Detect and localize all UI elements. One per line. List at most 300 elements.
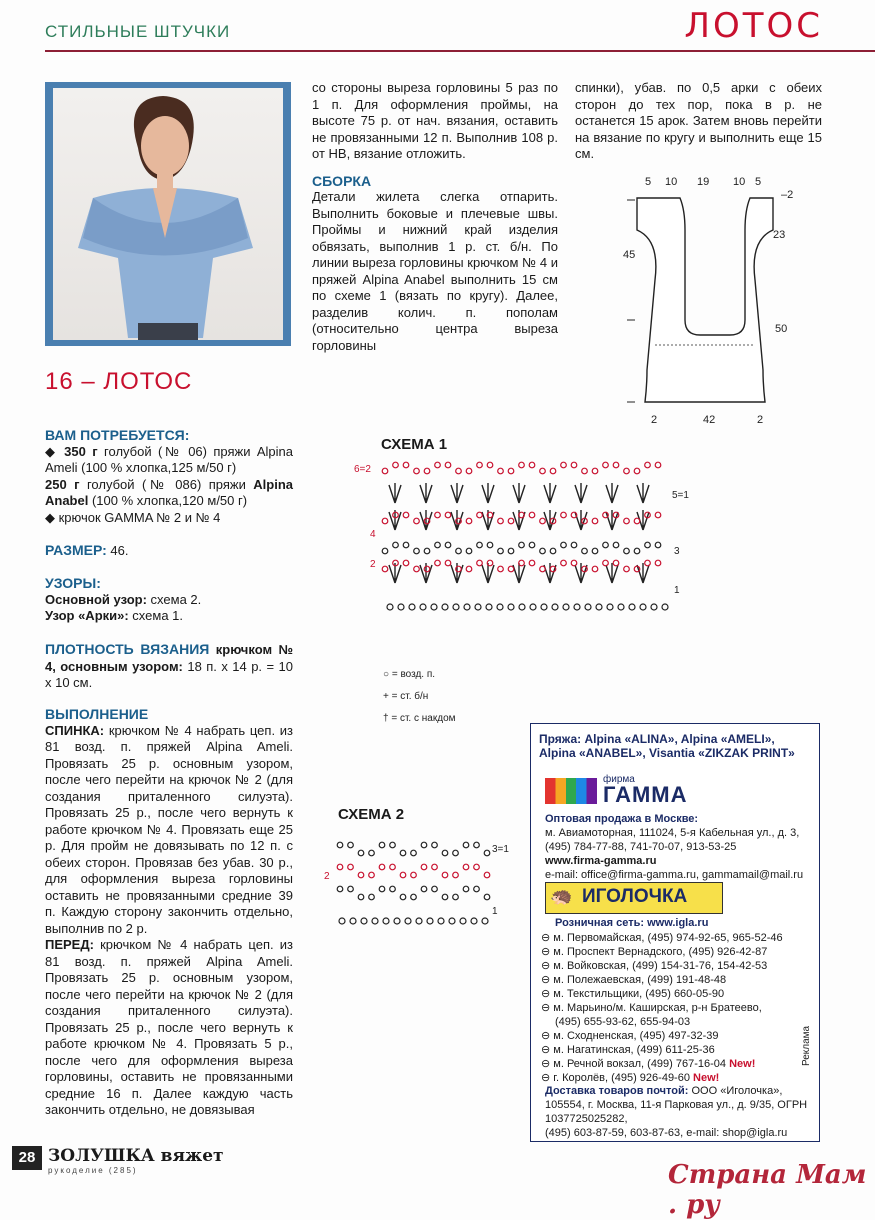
metro-icon: ⊖	[541, 1072, 554, 1084]
ad-reklama-label: Реклама	[801, 1025, 812, 1066]
arch-chain-symbol	[403, 462, 409, 468]
arch-chain-symbol	[561, 512, 567, 518]
store-text: м. Марьино/м. Каширская, р-н Братеево,	[553, 1002, 762, 1014]
store-item	[541, 1029, 796, 1043]
patterns-heading: УЗОРЫ:	[45, 575, 101, 591]
main-pattern-value: схема 2.	[146, 591, 202, 607]
scheme2-chain-symbol	[348, 842, 354, 848]
scheme2-chain-symbol	[463, 886, 469, 892]
chain-symbol	[585, 604, 591, 610]
scheme2-chain-symbol	[484, 894, 490, 900]
chain-symbol	[372, 918, 378, 924]
magazine-issue: рукоделие (285)	[48, 1166, 138, 1175]
store-text: м. Сходненская, (495) 497-32-39	[553, 1030, 719, 1042]
yarn2-name: Alpina Anabel	[45, 476, 293, 508]
arch-chain-symbol	[624, 566, 630, 572]
bullet-icon: ◆	[45, 443, 65, 459]
execution-block	[45, 706, 293, 1119]
chain-symbol	[618, 604, 624, 610]
chain-symbol	[350, 918, 356, 924]
gamma-logo	[545, 774, 695, 806]
scheme2-chain-symbol	[474, 864, 480, 870]
density-block	[45, 641, 293, 692]
chain-symbol	[530, 604, 536, 610]
scheme2-chain-symbol	[390, 842, 396, 848]
arch-pattern-label: Узор «Арки»:	[45, 608, 129, 623]
column-3	[575, 80, 822, 163]
dc-fan-symbol	[420, 483, 432, 503]
dc-fan-symbol	[389, 510, 401, 530]
s1-row-3: 3	[674, 546, 680, 557]
yarn1-weight: 350 г	[64, 443, 98, 459]
model-illustration	[53, 88, 283, 340]
dim-right-23: 23	[773, 229, 786, 241]
arch-chain-symbol	[424, 548, 430, 554]
arch-chain-symbol	[655, 462, 661, 468]
ad-yarn-list: Alpina «ALINA», Alpina «AMELI», Alpina «ANABEL», Visantia «ZIKZAK PRINT»	[539, 732, 795, 760]
arch-chain-symbol	[508, 468, 514, 474]
store-item	[541, 959, 796, 973]
dim-minus2: –2	[781, 189, 794, 201]
front-continued: со стороны выреза горловины 5 раз по 1 п. Для оформления проймы, на высоте 75 р. от нач. вязания, оставить не провязанными 12 п. Выполнив 108 р. от НВ, вязание отложить.	[312, 80, 558, 161]
store-item	[541, 1015, 796, 1029]
arch-chain-symbol	[529, 462, 535, 468]
chain-symbol	[596, 604, 602, 610]
scheme2-title: СХЕМА 2	[338, 806, 405, 823]
scheme2-chain-symbol	[453, 894, 459, 900]
patterns-block	[45, 575, 293, 625]
arch-chain-symbol	[466, 518, 472, 524]
chain-symbol	[607, 604, 613, 610]
arch-chain-symbol	[571, 462, 577, 468]
scheme2-chain-symbol	[379, 864, 385, 870]
chain-symbol	[405, 918, 411, 924]
arch-chain-symbol	[508, 518, 514, 524]
execution-heading: ВЫПОЛНЕНИЕ	[45, 706, 149, 722]
scheme2-chain-symbol	[432, 864, 438, 870]
arch-chain-symbol	[592, 518, 598, 524]
dim-left-height: 45	[623, 249, 636, 261]
s1-row-2: 2	[370, 559, 376, 570]
dim-top-5: 5	[755, 176, 762, 188]
yarn2-desc: голубой (№ 086) пряжи	[79, 476, 254, 492]
ad-email1: e-mail: office@firma-gamma.ru, gammamail@mail.ru	[545, 869, 804, 881]
arch-chain-symbol	[445, 462, 451, 468]
bullet-icon: ◆	[45, 509, 59, 525]
advertisement	[530, 723, 820, 1142]
chain-symbol	[361, 918, 367, 924]
materials-block	[45, 427, 293, 526]
ad-yarn-label: Пряжа:	[539, 732, 582, 746]
arch-chain-symbol	[603, 542, 609, 548]
gamma-firm-label: фирма	[603, 774, 635, 785]
arch-chain-symbol	[382, 548, 388, 554]
new-badge: New!	[729, 1058, 756, 1070]
scheme1-title: СХЕМА 1	[381, 436, 448, 453]
s2-row-3: 3=1	[492, 844, 509, 855]
arch-chain-symbol	[477, 512, 483, 518]
scheme2-chain-symbol	[463, 842, 469, 848]
arch-chain-symbol	[655, 542, 661, 548]
arch-chain-symbol	[403, 560, 409, 566]
arch-chain-symbol	[529, 512, 535, 518]
scheme2-chain-symbol	[421, 864, 427, 870]
arch-chain-symbol	[456, 548, 462, 554]
dim-top-1: 5	[645, 176, 652, 188]
chain-symbol	[541, 604, 547, 610]
arch-chain-symbol	[477, 462, 483, 468]
garment-schematic	[615, 170, 810, 435]
assembly-continued: спинки), убав. по 0,5 арки с обеих сторон до тех пор, пока в р. не останется 15 арок. Затем вновь перейти на вязание по кругу и выполнить еще 15 см.	[575, 80, 822, 161]
front-text: крючком № 4 набрать цеп. из 81 возд. п. пряжей Alpina Ameli. Провязать 25 р. основным узором, после чего перейти на крючок № 2 (для создания приталенного силуэта). Провязать 25 р., после чего вернуть к работе крючком № 4. Провязать 5 р., после чего для оформления выреза горловины, оставить не провязанными средние 16 п. Далее каждую часть закончить отдельно, не довязывая	[45, 937, 293, 1117]
arch-chain-symbol	[645, 462, 651, 468]
scheme2-chain-symbol	[432, 842, 438, 848]
chain-symbol	[464, 604, 470, 610]
ad-delivery-text: ООО «Иголочка», 105554, г. Москва, 11-я Парковая ул., д. 9/35, ОГРН 1037725025282,	[545, 1085, 808, 1125]
arch-chain-symbol	[414, 468, 420, 474]
dim-top-4: 10	[733, 176, 746, 188]
chain-symbol	[482, 918, 488, 924]
chain-symbol	[497, 604, 503, 610]
arch-chain-symbol	[487, 462, 493, 468]
arch-chain-symbol	[634, 468, 640, 474]
chain-symbol	[471, 918, 477, 924]
size-value: 46.	[106, 543, 129, 558]
arch-chain-symbol	[592, 566, 598, 572]
store-text: г. Королёв, (495) 926-49-60	[553, 1072, 690, 1084]
yarn2-composition: (100 % хлопка,120 м/50 г)	[88, 493, 248, 508]
metro-icon: ⊖	[541, 988, 554, 1000]
store-item	[541, 1071, 796, 1085]
page-title: ЛОТОС	[684, 6, 823, 46]
arch-chain-symbol	[645, 542, 651, 548]
arch-chain-symbol	[414, 518, 420, 524]
store-text: м. Речной вокзал, (499) 767-16-04	[553, 1058, 727, 1070]
arch-chain-symbol	[382, 518, 388, 524]
arch-chain-symbol	[487, 542, 493, 548]
arch-chain-symbol	[466, 468, 472, 474]
yarn2-weight: 250 г	[45, 476, 80, 492]
scheme2-chain-symbol	[463, 864, 469, 870]
scheme2-chain-symbol	[358, 850, 364, 856]
dc-fan-symbol	[451, 483, 463, 503]
metro-icon: ⊖	[541, 1058, 554, 1070]
arch-chain-symbol	[435, 512, 441, 518]
store-item	[541, 931, 796, 945]
chain-symbol	[460, 918, 466, 924]
hook-info: крючок GAMMA № 2 и № 4	[58, 509, 221, 525]
scheme2-chain-symbol	[348, 886, 354, 892]
scheme2-chain-symbol	[400, 850, 406, 856]
legend-ch	[383, 669, 435, 680]
arch-chain-symbol	[498, 468, 504, 474]
main-pattern-label: Основной узор:	[45, 591, 147, 607]
arch-chain-symbol	[613, 462, 619, 468]
dc-fan-symbol	[544, 483, 556, 503]
metro-icon: ⊖	[541, 932, 554, 944]
arch-chain-symbol	[592, 548, 598, 554]
dc-fan-symbol	[575, 483, 587, 503]
arch-chain-symbol	[519, 542, 525, 548]
arch-chain-symbol	[634, 548, 640, 554]
arch-chain-symbol	[603, 560, 609, 566]
scheme2-chain-symbol	[442, 872, 448, 878]
scheme2-chain-symbol	[411, 850, 417, 856]
store-item	[541, 1001, 796, 1015]
arch-chain-symbol	[424, 566, 430, 572]
scheme2-chain-symbol	[390, 864, 396, 870]
section-label: СТИЛЬНЫЕ ШТУЧКИ	[45, 22, 231, 41]
arch-chain-symbol	[540, 566, 546, 572]
scheme2-chain-symbol	[369, 894, 375, 900]
scheme1-chart	[350, 455, 689, 615]
store-item	[541, 987, 796, 1001]
ad-wholesale: Оптовая продажа в Москве:	[545, 813, 699, 825]
legend-sc	[383, 691, 428, 702]
chain-symbol	[409, 604, 415, 610]
s1-row-6: 6=2	[354, 464, 371, 475]
size-label: РАЗМЕР:	[45, 542, 107, 558]
metro-icon: ⊖	[541, 1044, 554, 1056]
ad-delivery-phone: (495) 603-87-59, 603-87-63, e-mail: shop@igla.ru	[545, 1127, 788, 1139]
legend-dc-text: = ст. с накдом	[391, 713, 456, 724]
arch-chain-symbol	[561, 542, 567, 548]
scheme2-chain-symbol	[348, 864, 354, 870]
ad-gamma-info	[545, 812, 815, 882]
dim-bottom-3: 2	[757, 414, 764, 426]
scheme2-chart	[320, 825, 520, 925]
density-label: ПЛОТНОСТЬ ВЯЗАНИЯ	[45, 641, 210, 657]
chain-symbol	[416, 918, 422, 924]
arch-chain-symbol	[561, 560, 567, 566]
hedgehog-icon: 🦔	[550, 886, 573, 906]
scheme2-chain-symbol	[474, 886, 480, 892]
s2-row-2: 2	[324, 871, 330, 882]
store-text: (495) 655-93-62, 655-94-03	[555, 1016, 691, 1028]
scheme2-chain-symbol	[421, 886, 427, 892]
arch-chain-symbol	[424, 468, 430, 474]
arch-chain-symbol	[655, 560, 661, 566]
chain-symbol	[651, 604, 657, 610]
arch-chain-symbol	[393, 542, 399, 548]
arch-chain-symbol	[529, 560, 535, 566]
chain-symbol	[438, 918, 444, 924]
scheme2-chain-symbol	[453, 850, 459, 856]
arch-chain-symbol	[592, 468, 598, 474]
s1-row-5: 5=1	[672, 490, 689, 501]
store-text: м. Нагатинская, (499) 611-25-36	[553, 1044, 715, 1056]
dim-top-2: 10	[665, 176, 678, 188]
arch-chain-symbol	[624, 548, 630, 554]
arch-chain-symbol	[582, 548, 588, 554]
header-rule	[45, 50, 875, 52]
scheme2-chain-symbol	[369, 850, 375, 856]
chain-symbol	[394, 918, 400, 924]
arch-chain-symbol	[571, 560, 577, 566]
density-pattern: № 4, основным узором:	[45, 642, 293, 674]
density-hook: крючком	[209, 642, 273, 657]
ad-yarn	[539, 732, 811, 760]
scheme2-chain-symbol	[337, 886, 343, 892]
arch-chain-symbol	[435, 462, 441, 468]
arch-chain-symbol	[435, 542, 441, 548]
dc-fan-symbol	[482, 483, 494, 503]
arch-chain-symbol	[445, 542, 451, 548]
arch-chain-symbol	[529, 542, 535, 548]
arch-chain-symbol	[508, 566, 514, 572]
arch-chain-symbol	[403, 542, 409, 548]
igolochka-logo	[545, 882, 723, 914]
arch-chain-symbol	[393, 462, 399, 468]
arch-chain-symbol	[498, 548, 504, 554]
project-title: 16 – ЛОТОС	[45, 368, 193, 395]
dim-top-3: 19	[697, 176, 710, 188]
ad-delivery-label: Доставка товаров почтой:	[545, 1085, 689, 1097]
gamma-name: ГАММА	[603, 782, 688, 807]
arch-chain-symbol	[414, 548, 420, 554]
chain-symbol	[563, 604, 569, 610]
arch-chain-symbol	[477, 542, 483, 548]
chain-symbol	[339, 918, 345, 924]
store-text: м. Первомайская, (495) 974-92-65, 965-52-46	[553, 932, 783, 944]
chain-symbol	[486, 604, 492, 610]
size-block	[45, 542, 293, 560]
arch-chain-symbol	[624, 468, 630, 474]
store-text: м. Полежаевская, (499) 191-48-48	[553, 974, 727, 986]
page-number: 28	[12, 1146, 42, 1170]
arch-chain-symbol	[456, 468, 462, 474]
chain-symbol	[640, 604, 646, 610]
ad-retail	[555, 916, 708, 930]
arch-chain-symbol	[613, 542, 619, 548]
density-value: 18 п. х 14 р. = 10 х 10 см.	[45, 658, 293, 690]
scheme2-chain-symbol	[432, 886, 438, 892]
arch-chain-symbol	[634, 518, 640, 524]
arch-chain-symbol	[403, 512, 409, 518]
arch-chain-symbol	[435, 560, 441, 566]
arch-chain-symbol	[445, 512, 451, 518]
dim-right-50: 50	[775, 323, 788, 335]
metro-icon: ⊖	[541, 1030, 554, 1042]
scheme2-chain-symbol	[484, 850, 490, 856]
scheme2-chain-symbol	[379, 886, 385, 892]
s2-row-1: 1	[492, 906, 498, 917]
arch-chain-symbol	[498, 566, 504, 572]
legend-sc-text: = ст. б/н	[391, 691, 429, 702]
arch-chain-symbol	[445, 560, 451, 566]
arch-chain-symbol	[466, 566, 472, 572]
model-photo	[45, 82, 291, 346]
metro-icon: ⊖	[541, 1002, 554, 1014]
arch-chain-symbol	[550, 468, 556, 474]
arch-chain-symbol	[603, 462, 609, 468]
arch-chain-symbol	[550, 548, 556, 554]
metro-icon: ⊖	[541, 960, 554, 972]
scheme2-chain-symbol	[484, 872, 490, 878]
column-2	[312, 80, 558, 354]
arch-chain-symbol	[645, 560, 651, 566]
metro-icon: ⊖	[541, 974, 554, 986]
assembly-text: Детали жилета слегка отпарить. Выполнить боковые и плечевые швы. Проймы и нижний край изделия обвязать, выполнив 1 р. ст. б/н. По линии выреза горловины крючком № 4 и пряжей Alpina Anabel выполнить 15 см по схеме 1 (вязать по кругу). Далее, разделив колич. п. пополам (относительно центра выреза горловины	[312, 189, 558, 353]
chain-symbol	[629, 604, 635, 610]
legend-dc	[383, 713, 456, 724]
arch-chain-symbol	[540, 518, 546, 524]
chain-symbol	[449, 918, 455, 924]
front-label: ПЕРЕД:	[45, 937, 94, 952]
chain-symbol	[552, 604, 558, 610]
legend-ch-text: = возд. п.	[391, 669, 436, 680]
dc-fan-symbol	[637, 483, 649, 503]
ad-stores	[541, 931, 796, 1085]
scheme2-chain-symbol	[411, 894, 417, 900]
arch-chain-symbol	[498, 518, 504, 524]
store-text: м. Текстильщики, (495) 660-05-90	[553, 988, 725, 1000]
scheme2-chain-symbol	[400, 872, 406, 878]
dim-bottom-1: 2	[651, 414, 658, 426]
chain-symbol	[398, 604, 404, 610]
plus-icon: +	[383, 691, 392, 702]
chain-symbol	[574, 604, 580, 610]
scheme2-chain-symbol	[442, 850, 448, 856]
scheme2-chain-symbol	[337, 842, 343, 848]
arch-chain-symbol	[414, 566, 420, 572]
chain-symbol	[662, 604, 668, 610]
back-text: крючком № 4 набрать цеп. из 81 возд. п. пряжей Alpina Ameli. Провязать 25 р. основным узором, после чего перейти на крючок № 2 (для создания приталенного силуэта). Провязать 25 р., после чего вернуть к работе крючком № 4. Провязать еще 25 р. Для пройм не довязывать по 12 п. с обеих сторон. Провязав без убав. 30 р., для оформления выреза горловины оставить не провязанными средние 39 п. Каждую сторону закончить отдельно, выполнив по 2 р.	[45, 722, 293, 936]
magazine-name: ЗОЛУШКА вяжет	[48, 1146, 224, 1166]
arch-chain-symbol	[519, 462, 525, 468]
store-item	[541, 973, 796, 987]
chain-symbol	[431, 604, 437, 610]
scheme2-chain-symbol	[411, 872, 417, 878]
circle-icon: ○	[383, 669, 392, 680]
scheme2-chain-symbol	[337, 864, 343, 870]
dagger-icon: †	[383, 713, 392, 724]
arch-chain-symbol	[466, 548, 472, 554]
chain-symbol	[475, 604, 481, 610]
arch-chain-symbol	[655, 512, 661, 518]
chain-symbol	[508, 604, 514, 610]
scheme2-chain-symbol	[442, 894, 448, 900]
scheme2-chain-symbol	[358, 894, 364, 900]
chain-symbol	[387, 604, 393, 610]
chain-symbol	[420, 604, 426, 610]
yarn1-desc: голубой (№ 06) пряжи Alpina Ameli (100 % хлопка,125 м/50 г)	[45, 443, 294, 475]
igolochka-name: ИГОЛОЧКА	[582, 886, 688, 907]
ad-addr1: м. Авиамоторная, 111024, 5-я Кабельная ул., д. 3,	[545, 827, 800, 839]
chain-symbol	[519, 604, 525, 610]
scheme2-chain-symbol	[358, 872, 364, 878]
s1-row-1: 1	[674, 585, 680, 596]
new-badge: New!	[693, 1072, 720, 1084]
store-text: м. Войковская, (499) 154-31-76, 154-42-53	[553, 960, 768, 972]
scheme2-chain-symbol	[390, 886, 396, 892]
store-item	[541, 1043, 796, 1057]
store-text: м. Проспект Вернадского, (495) 926-42-87	[553, 946, 768, 958]
arch-chain-symbol	[561, 462, 567, 468]
arch-chain-symbol	[540, 548, 546, 554]
dc-fan-symbol	[637, 510, 649, 530]
dim-bottom-2: 42	[703, 414, 716, 426]
materials-heading: ВАМ ПОТРЕБУЕТСЯ:	[45, 427, 190, 443]
ad-web1: www.firma-gamma.ru	[545, 855, 657, 867]
chain-symbol	[427, 918, 433, 924]
arch-chain-symbol	[382, 468, 388, 474]
ad-addr2: (495) 784-77-88, 741-70-07, 913-53-25	[545, 841, 737, 853]
scheme2-chain-symbol	[421, 842, 427, 848]
s1-row-4: 4	[370, 529, 376, 540]
arch-chain-symbol	[508, 548, 514, 554]
arch-chain-symbol	[571, 542, 577, 548]
